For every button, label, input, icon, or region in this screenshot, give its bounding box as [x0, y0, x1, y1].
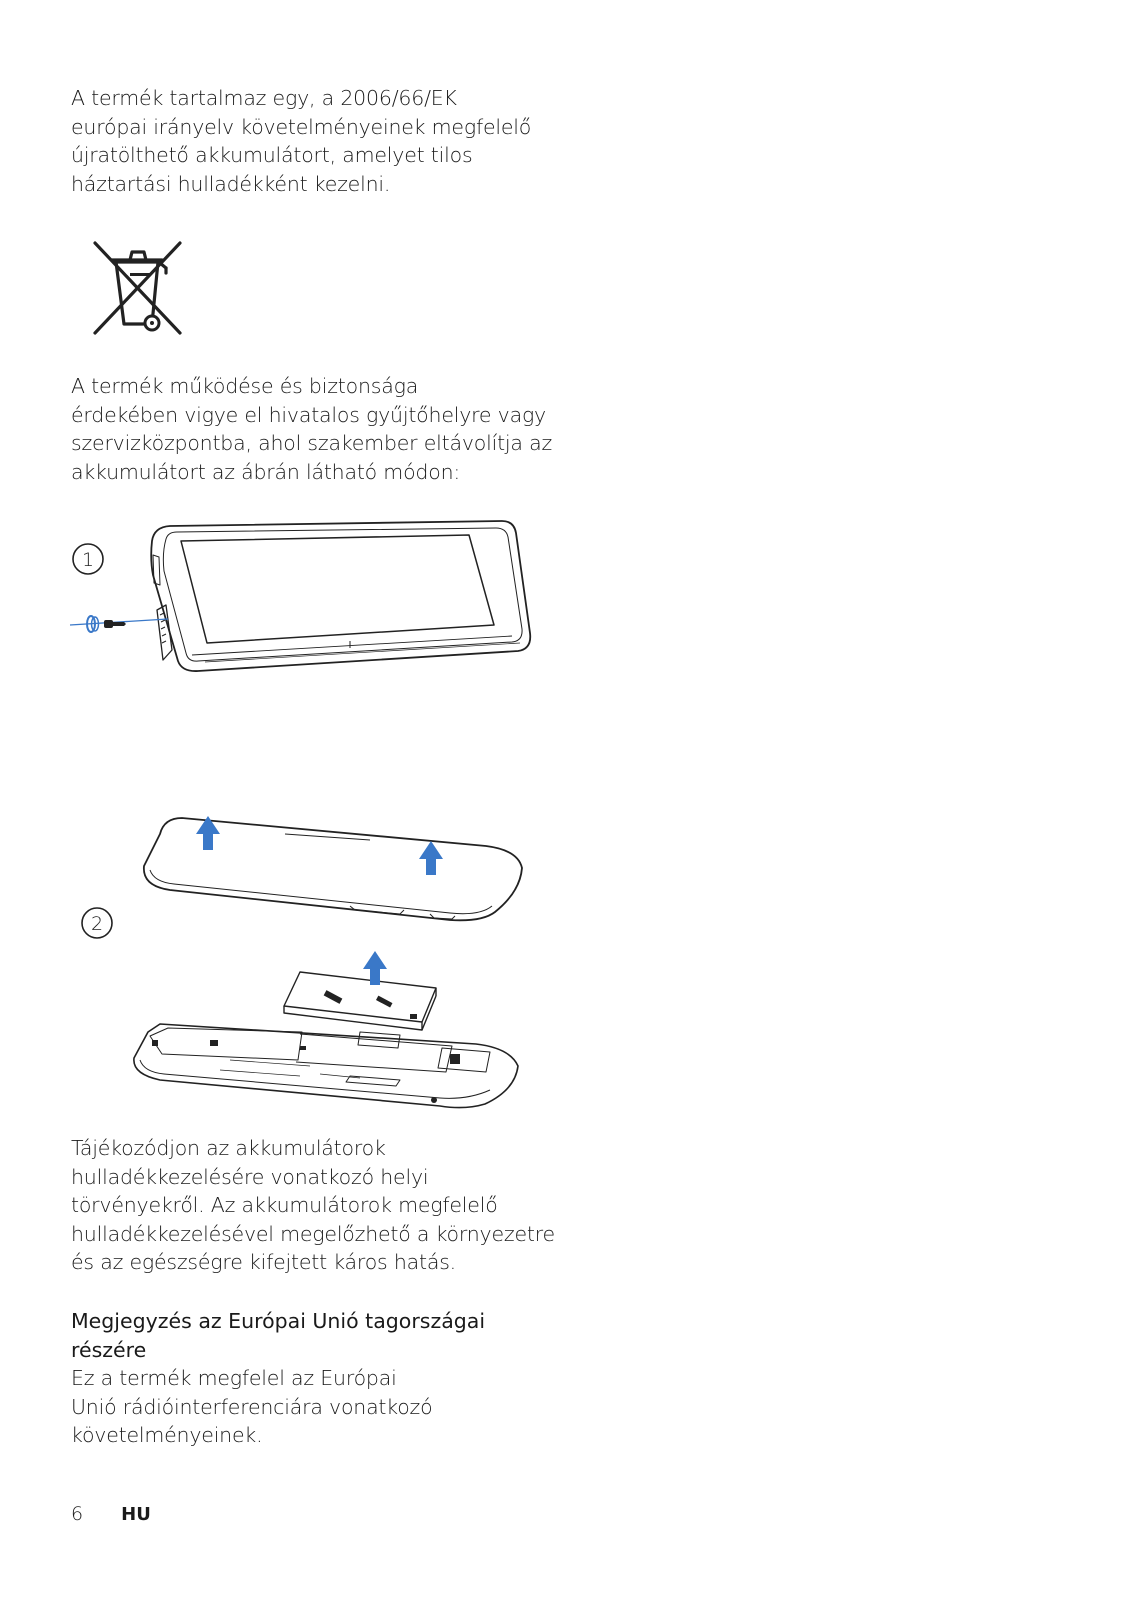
- battery-disposal-paragraph: [71, 1134, 555, 1277]
- step1-figure: [60, 515, 540, 685]
- text-line: érdekében vigye el hivatalos gyűjtőhelyre vagy: [71, 402, 546, 427]
- text-line: akkumulátort az ábrán látható módon:: [71, 459, 461, 484]
- text-line: háztartási hulladékként kezelni.: [71, 171, 391, 196]
- text-line: hulladékkezelésére vonatkozó helyi: [71, 1164, 429, 1189]
- text-line: Ez a termék megfelel az Európai: [71, 1366, 397, 1390]
- text-line: újratölthető akkumulátort, amelyet tilos: [71, 143, 473, 167]
- heading-line: részére: [71, 1337, 147, 1362]
- text-line: törvényekről. Az akkumulátorok megfelelő: [71, 1193, 498, 1217]
- step2-label: 2: [90, 913, 104, 935]
- text-line: A termék működése és biztonsága: [71, 374, 419, 398]
- step1-number-circle: [73, 544, 103, 574]
- battery-directive-paragraph: [71, 84, 541, 198]
- text-line: Tájékozódjon az akkumulátorok: [71, 1136, 386, 1160]
- text-line: és az egészségre kifejtett káros hatás.: [71, 1250, 456, 1274]
- text-line: hulladékkezelésével megelőzhető a környezetre: [71, 1221, 555, 1246]
- text-line: Unió rádióinterferenciára vonatkozó: [71, 1394, 433, 1419]
- text-line: szervizközpontba, ahol szakember eltávolítja az: [71, 431, 553, 455]
- heading-line: Megjegyzés az Európai Unió tagországai: [71, 1309, 486, 1333]
- step1-label: 1: [81, 549, 95, 571]
- crossed-out-bin-icon: [90, 238, 186, 338]
- text-line: A termék tartalmaz egy, a 2006/66/EK: [71, 86, 457, 110]
- language-code: HU: [121, 1504, 151, 1525]
- text-line: követelményeinek.: [71, 1423, 263, 1447]
- text-line: európai irányelv követelményeinek megfelelő: [71, 114, 532, 139]
- page-footer: [71, 1503, 151, 1525]
- page-number: 6: [71, 1503, 84, 1525]
- eu-notice-heading: [71, 1307, 541, 1364]
- step2-number-circle: [82, 908, 112, 938]
- step2-figure: [70, 810, 530, 1115]
- eu-notice-body: [71, 1364, 541, 1450]
- removal-instructions-paragraph: [71, 372, 553, 486]
